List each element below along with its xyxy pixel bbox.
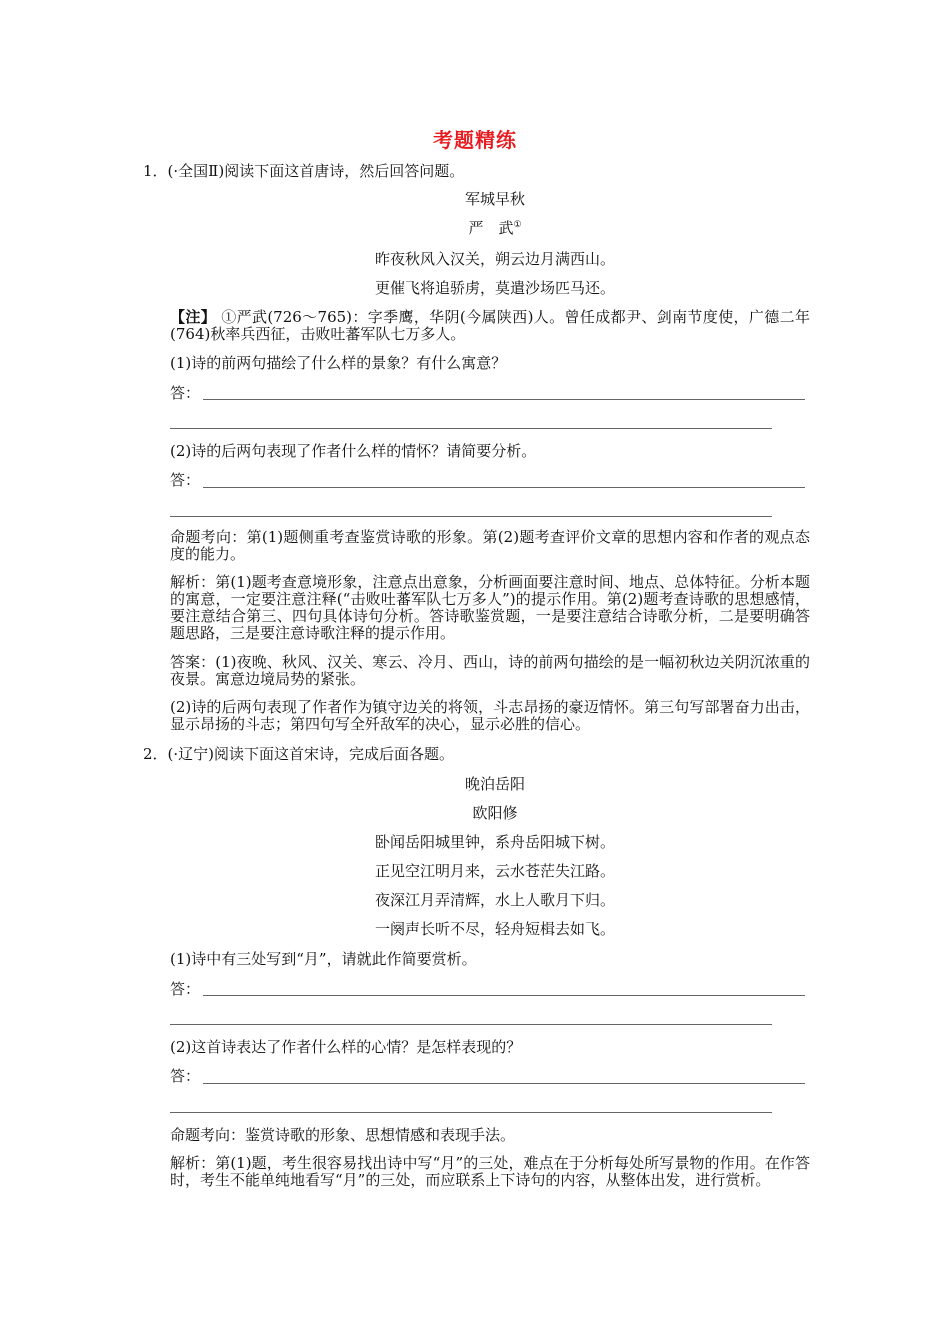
q2-answer-label-1: 答： — [170, 980, 201, 998]
q1-author-name: 严 武 — [468, 219, 514, 237]
q2-direction: 命题考向：鉴赏诗歌的形象、思想情感和表现手法。 — [170, 1126, 516, 1144]
q2-poem-line: 卧闻岳阳城里钟，系舟岳阳城下树。 — [374, 833, 615, 851]
question-2-stem: 2．(·辽宁)阅读下面这首宋诗，完成后面各题。 — [143, 745, 455, 763]
q1-answer-label-2: 答： — [170, 471, 201, 489]
q1-answer-line-2b[interactable] — [170, 516, 772, 517]
q2-answer-line-2b[interactable] — [170, 1112, 772, 1113]
q1-answer-line-2a[interactable] — [203, 487, 805, 488]
q2-poem-line: 夜深江月弄清辉，水上人歌月下归。 — [374, 891, 615, 909]
q2-subquestion-2: (2)这首诗表达了作者什么样的心情？是怎样表现的？ — [170, 1038, 522, 1056]
q1-note — [170, 309, 810, 343]
question-1-stem: 1．(·全国Ⅱ)阅读下面这首唐诗，然后回答问题。 — [143, 162, 465, 180]
q2-poem-line: 一阕声长听不尽，轻舟短楫去如飞。 — [374, 920, 615, 938]
q1-poem-title: 军城早秋 — [464, 190, 525, 208]
q2-answer-line-2a[interactable] — [203, 1083, 805, 1084]
q2-poem-author: 欧阳修 — [472, 804, 518, 822]
q1-direction: 命题考向：第(1)题侧重考查鉴赏诗歌的形象。第(2)题考查评价文章的思想内容和作者的观点态度的能力。 — [170, 528, 810, 563]
q1-answer-2: (2)诗的后两句表现了作者作为镇守边关的将领，斗志昂扬的豪迈情怀。第三句写部署奋力出击，显示昂扬的斗志；第四句写全歼敌军的决心，显示必胜的信心。 — [170, 698, 810, 733]
q2-poem-title: 晚泊岳阳 — [464, 775, 525, 793]
q1-poem-line: 更催飞将追骄虏，莫遣沙场匹马还。 — [374, 279, 615, 297]
q1-subquestion-2: (2)诗的后两句表现了作者什么样的情怀？请简要分析。 — [170, 442, 537, 460]
q2-subquestion-1: (1)诗中有三处写到“月”，请就此作简要赏析。 — [170, 950, 477, 968]
q2-answer-line-1a[interactable] — [203, 995, 805, 996]
q1-answer-line-1b[interactable] — [170, 428, 772, 429]
q1-author-footnote-mark: ① — [513, 220, 522, 230]
q1-analysis: 解析：第(1)题考查意境形象，注意点出意象，分析画面要注意时间、地点、总体特征。分析本题的寓意，一定要注意注释(“击败吐蕃军队七万多人”)的提示作用。第(2)题考查诗歌的思想感情，要注意结合第三、四句具体诗句分析。答诗歌鉴赏题，一是要注意结合诗歌分析，二是要明确答题思路，三是要注意诗歌注释的提示作用。 — [170, 573, 810, 642]
q2-analysis: 解析：第(1)题，考生很容易找出诗中写“月”的三处，难点在于分析每处所写景物的作用。在作答时，考生不能单纯地看写“月”的三处，而应联系上下诗句的内容，从整体出发，进行赏析。 — [170, 1154, 810, 1189]
q1-poem-line: 昨夜秋风入汉关，朔云边月满西山。 — [374, 250, 615, 268]
q1-note-label: 【注】 — [170, 308, 217, 326]
q2-poem-line: 正见空江明月来，云水苍茫失江路。 — [374, 862, 615, 880]
q1-subquestion-1: (1)诗的前两句描绘了什么样的景象？有什么寓意？ — [170, 354, 507, 372]
q1-poem-author — [0, 219, 950, 238]
q2-answer-line-1b[interactable] — [170, 1024, 772, 1025]
q1-answer-1: 答案：(1)夜晚、秋风、汉关、寒云、冷月、西山，诗的前两句描绘的是一幅初秋边关阴沉浓重的夜景。寓意边境局势的紧张。 — [170, 653, 810, 688]
q1-answer-label-1: 答： — [170, 384, 201, 402]
q1-answer-line-1a[interactable] — [203, 399, 805, 400]
q1-note-text: ①严武(726～765)：字季鹰，华阴(今属陕西)人。曾任成都尹、剑南节度使，广德二年(764)秋率兵西征，击败吐蕃军队七万多人。 — [170, 308, 810, 343]
page-title: 考题精练 — [433, 128, 517, 152]
q2-answer-label-2: 答： — [170, 1067, 201, 1085]
